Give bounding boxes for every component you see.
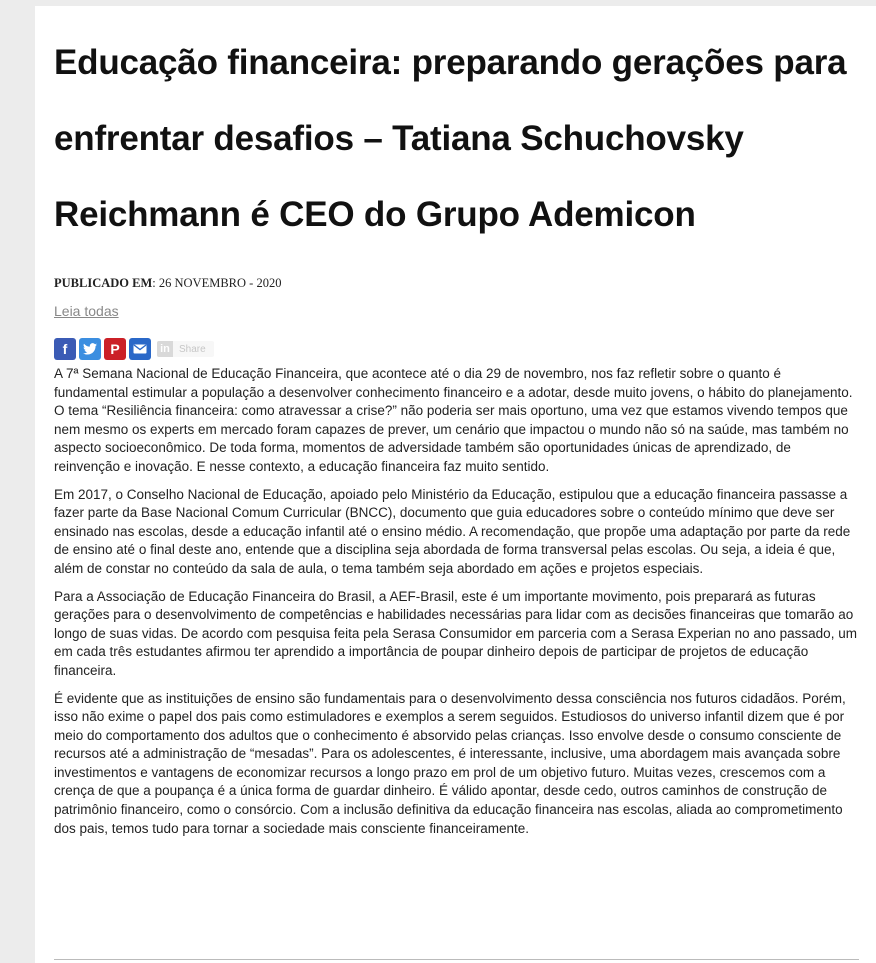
article-paragraph: Em 2017, o Conselho Nacional de Educação, apoiado pelo Ministério da Educação, estipulou que a educação financeira passasse a fazer parte da Base Nacional Comum Curricular (BNCC), documento que guia educadores sobre o conteúdo mínimo que deve ser ensinado nas escolas, desde a educação infantil até o ensino médio. A recomendação, que propõe uma adaptação por parte da rede de ensino até o final deste ano, entende que a disciplina seja abordada de forma transversal pelas escolas. Ou seja, a ideia é que, além de constar no conteúdo da sala de aula, o tema também seja abordado em ações e projetos especiais. <box>54 486 851 576</box>
article-page <box>35 6 876 963</box>
article-paragraph: É evidente que as instituições de ensino são fundamentais para o desenvolvimento dessa consciência nos futuros cidadãos. Porém, isso não exime o papel dos pais como estimuladores e exemplos a serem seguidos. Estudiosos do universo infantil dizem que é por meio do comportamento dos adultos que o conhecimento é absorvido pelas crianças. Isso envolve desde o consumo consciente de recursos até a administração de “mesadas”. Para os adolescentes, é interessante, inclusive, uma abordagem mais avançada sobre investimentos e vantagens de economizar recursos a longo prazo em prol de um objetivo futuro. Muitas vezes, crescemos com a crença de que a poupança é a única forma de guardar dinheiro. É válido apontar, desde cedo, outros caminhos de construção de patrimônio financeiro, como o consórcio. Com a inclusão definitiva da educação financeira nas escolas, aliada ao comprometimento dos pais, temos tudo para tornar a sociedade mais consciente financeiramente. <box>54 690 846 836</box>
published-date: : 26 NOVEMBRO - 2020 <box>152 276 282 290</box>
email-share-icon[interactable] <box>129 338 151 360</box>
article-content <box>54 6 859 847</box>
bottom-divider <box>54 959 859 960</box>
pinterest-share-icon[interactable] <box>104 338 126 360</box>
article-body <box>54 365 859 838</box>
linkedin-icon: in <box>157 341 173 357</box>
share-bar <box>54 338 859 360</box>
envelope-icon <box>133 344 147 354</box>
published-label: PUBLICADO EM <box>54 276 153 290</box>
article-paragraph: Para a Associação de Educação Financeira do Brasil, a AEF-Brasil, este é um importante movimento, pois preparará as futuras gerações para o desenvolvimento de competências e habilidades necessárias para lidar com as decisões financeiras que tomarão ao longo de suas vidas. De acordo com pesquisa feita pela Serasa Consumidor em parceria com a Serasa Experian no ano passado, um em cada três estudantes afirmou ter aprendido a importância de poupar dinheiro depois de participar de projetos de educação financeira. <box>54 588 857 678</box>
facebook-glyph: f <box>62 341 68 357</box>
linkedin-share-label: Share <box>179 343 206 355</box>
facebook-share-icon[interactable] <box>54 338 76 360</box>
twitter-bird-icon <box>83 343 97 355</box>
pinterest-glyph: P <box>110 341 120 357</box>
article-title: Educação financeira: preparando gerações para enfrentar desafios – Tatiana Schuchovsky Reichmann é CEO do Grupo Ademicon <box>54 43 847 234</box>
publish-meta <box>54 276 859 291</box>
article-paragraph: A 7ª Semana Nacional de Educação Financeira, que acontece até o dia 29 de novembro, nos faz refletir sobre o quanto é fundamental estimular a população a desenvolver conhecimento financeiro e a adotar, desde muito jovens, o hábito do planejamento. O tema “Resiliência financeira: como atravessar a crise?” não poderia ser mais oportuno, uma vez que estamos vivendo tempos que nem mesmo os experts em mercado foram capazes de prever, um cenário que impactou o mundo não só na saúde, mas também no aspecto socioeconômico. De toda forma, momentos de adversidade também são oportunidades únicas de aprendizado, de reinvenção e inovação. E nesse contexto, a educação financeira faz muito sentido. <box>54 366 853 474</box>
read-all-link[interactable]: Leia todas <box>54 303 119 319</box>
twitter-share-icon[interactable] <box>79 338 101 360</box>
linkedin-share-button[interactable] <box>157 341 214 357</box>
